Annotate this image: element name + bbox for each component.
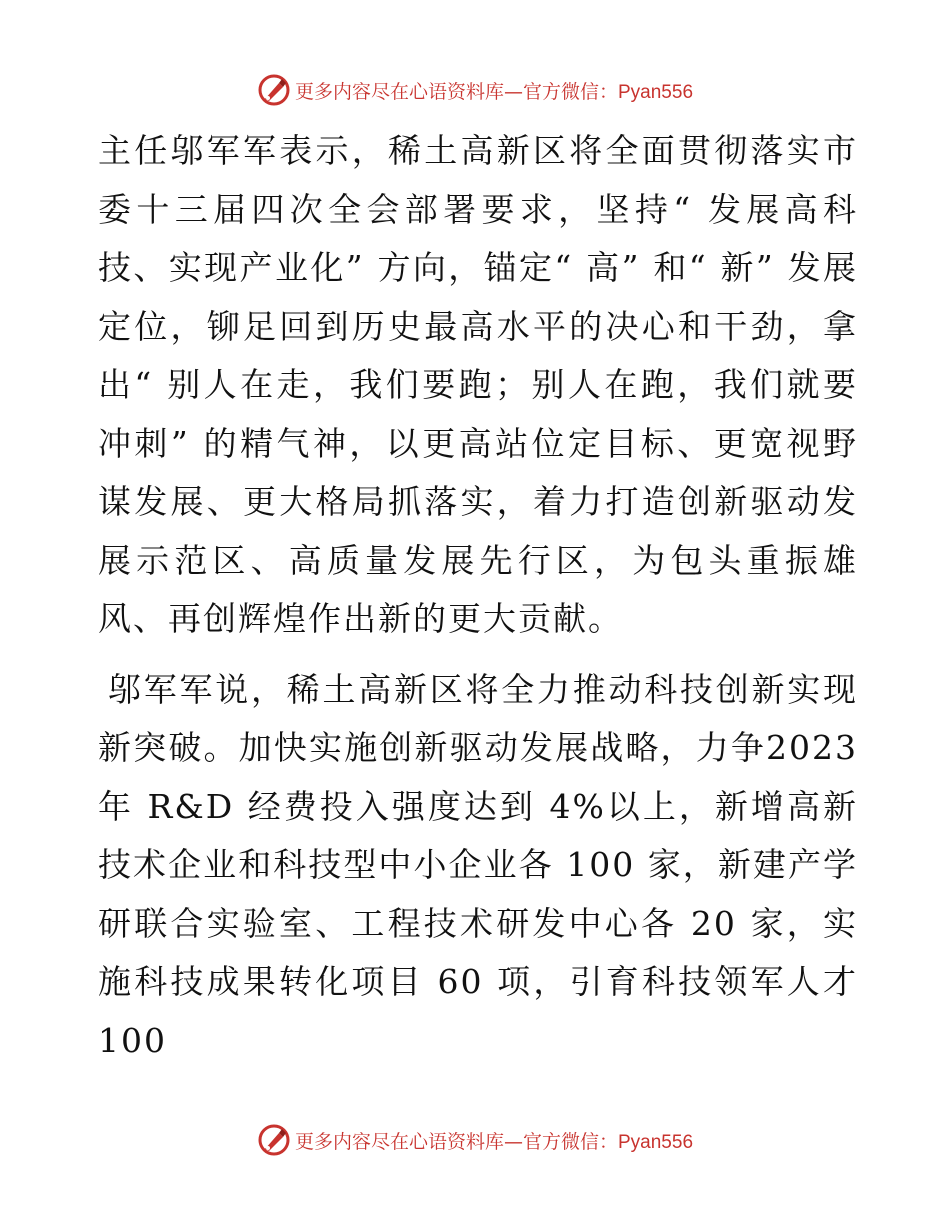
paragraph-2: 邬军军说，稀土高新区将全力推动科技创新实现新突破。加快实施创新驱动发展战略，力争2023年 R&D 经费投入强度达到 4%以上，新增高新技术企业和科技型中小企业各 100 家，新建产学研联合实验室、工程技术研发中心各 20 家，实施科技成果转化项目 60 项，引育科技领军人才 100 [98, 669, 858, 1060]
footer-watermark-banner [0, 1120, 950, 1160]
paragraph-1: 主任邬军军表示，稀土高新区将全面贯彻落实市委十三届四次全会部署要求，坚持“ 发展高科技、实现产业化” 方向，锚定“ 高” 和“ 新” 发展定位，铆足回到历史最高水平的决心和干劲，拿出“ 别人在走，我们要跑；别人在跑，我们就要冲刺” 的精气神，以更高站位定目标、更宽视野谋发展、更大格局抓落实，着力打造创新驱动发展示范区、高质量发展先行区，为包头重振雄风、再创辉煌作出新的更大贡献。 [98, 131, 858, 638]
header-wechat-handle: Pyan556 [618, 81, 694, 103]
header-watermark-banner [0, 70, 950, 110]
header-banner-text: 更多内容尽在心语资料库—官方微信：Pyan556 [294, 80, 694, 103]
footer-banner-text: 更多内容尽在心语资料库—官方微信：Pyan556 [294, 1130, 694, 1153]
document-body [98, 122, 858, 1070]
footer-wechat-handle: Pyan556 [618, 1131, 694, 1153]
pen-nib-logo-icon [257, 1123, 291, 1157]
pen-nib-logo-icon [257, 73, 291, 107]
